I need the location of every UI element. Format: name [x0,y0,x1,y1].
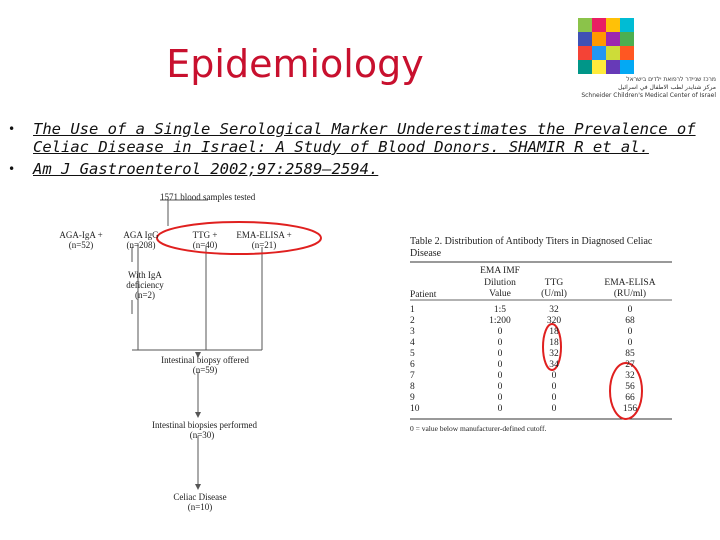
table-cell: 320 [546,316,562,326]
header-ema-dilution: Dilution Value [484,278,516,299]
table-cell: 2 [410,316,415,326]
table-cell: 4 [410,338,415,348]
table-cell: 156 [622,404,638,414]
table-cell: 85 [625,349,635,359]
table-cell: 5 [410,349,415,359]
flow-aga-igg: AGA IgG (n=208) [123,230,159,250]
flow-top: 1571 blood samples tested [160,192,256,202]
bullet-item-2: • Am J Gastroenterol 2002;97:2589–2594. [8,160,379,178]
table-cell: 0 [627,338,633,348]
header-ema-imf: EMA IMF [480,266,520,276]
bullet-dot: • [8,162,16,176]
table-cell: 18 [549,338,559,348]
table-cell: 0 [497,349,503,359]
table-cell: 0 [497,371,503,381]
table-cell: 10 [410,404,420,414]
table-cell: 34 [549,360,559,370]
table-cell: 7 [410,371,415,381]
flow-celiac: Celiac Disease (n=10) [173,492,227,512]
table-cell: 0 [551,393,557,403]
table-cell: 0 [497,360,503,370]
table-cell: 0 [551,382,557,392]
table-cell: 32 [625,371,635,381]
table-cell: 0 [551,404,557,414]
flow-iga-deficiency: With IgA deficiency (n=2) [126,270,164,300]
table-cell: 0 [627,305,633,315]
antibody-table [410,236,672,446]
table-cell: 0 [551,371,557,381]
table-cell: 1:200 [489,316,511,326]
flow-ema: EMA-ELISA + (n=21) [236,230,292,250]
table-cell: 0 [497,327,503,337]
bullet-item-1: • The Use of a Single Serological Marker Underestimates the Prevalence of Celiac Disease in Israel: A Study of Blood Donors. SHAMIR R et al. [8,120,696,156]
flow-aga-iga: AGA-IgA + (n=52) [59,230,103,250]
flow-ttg: TTG + (n=40) [192,230,218,250]
table-cell: 32 [549,305,559,315]
table-cell: 68 [625,316,635,326]
bullet-list [8,120,698,178]
header-ttg: TTG (U/ml) [541,278,567,299]
table-cell: 6 [410,360,415,370]
table-cell: 32 [549,349,559,359]
table-caption: Table 2. Distribution of Antibody Titers in Diagnosed Celiac Disease [410,236,653,259]
table-cell: 9 [410,393,415,403]
table-cell: 0 [497,338,503,348]
table-cell: 56 [625,382,635,392]
table-cell: 1:5 [493,305,507,315]
table-cell: 3 [410,327,415,337]
flow-biopsy-offered: Intestinal biopsy offered (n=59) [161,355,249,375]
table-cell: 66 [625,393,635,403]
bullet-dot: • [8,122,16,136]
table-cell: 27 [625,360,635,370]
logo-caption: מרכז שניידר לרפואת ילדים בישראל مركز شنايدر لطب الاطفال في اسرائيل Schneider Children's Medical Center of Israel [581,76,716,99]
table-cell: 0 [497,393,503,403]
table-cell: 0 [497,404,503,414]
table-cell: 0 [497,382,503,392]
header-elisa: EMA-ELISA (RU/ml) [604,278,656,299]
table-cell: 8 [410,382,415,392]
slide-title: Epidemiology [166,42,424,86]
table-cell: 18 [549,327,559,337]
table-cell: 0 [627,327,633,337]
table-cell: 1 [410,305,415,315]
flow-biopsy-performed: Intestinal biopsies performed (n=30) [152,420,257,440]
header-patient: Patient [410,290,437,300]
table-footnote: 0 = value below manufacturer-defined cutoff. [410,424,547,433]
study-flowchart [48,192,338,522]
